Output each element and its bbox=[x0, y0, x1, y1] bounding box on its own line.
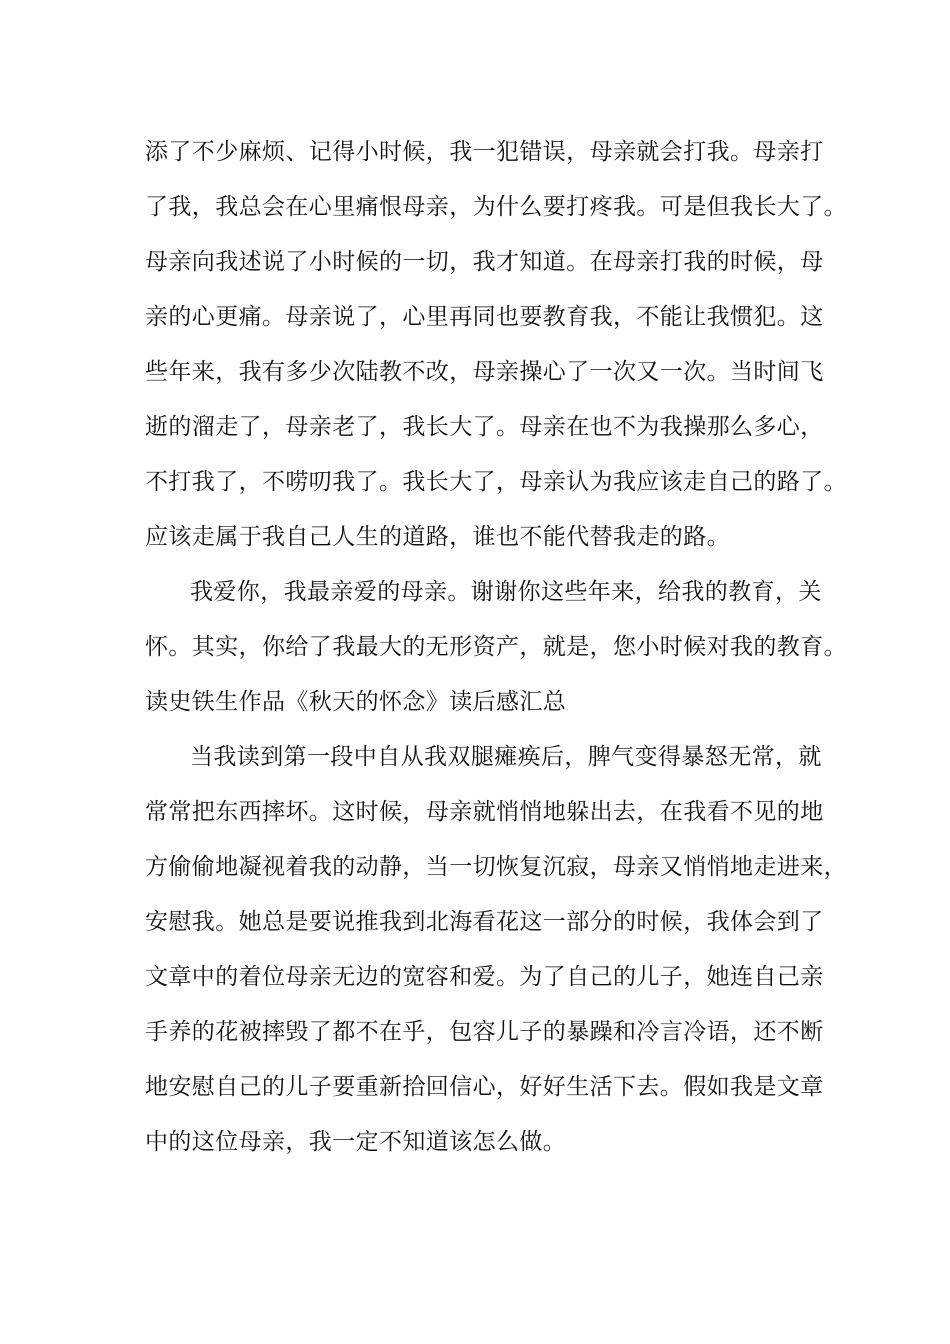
paragraph-start-line: 我爱你，我最亲爱的母亲。谢谢你这些年来，给我的教育，关 bbox=[190, 579, 822, 605]
text-line: 方偷偷地凝视着我的动静，当一切恢复沉寂，母亲又悄悄地走进来， bbox=[145, 854, 847, 880]
text-line: 安慰我。她总是要说推我到北海看花这一部分的时候，我体会到了 bbox=[145, 909, 824, 935]
text-line: 中的这位母亲，我一定不知道该怎么做。 bbox=[145, 1129, 567, 1155]
paragraph-start-line: 当我读到第一段中自从我双腿瘫痪后，脾气变得暴怒无常，就 bbox=[190, 744, 822, 770]
text-line: 逝的溜走了，母亲老了，我长大了。母亲在也不为我操那么多心， bbox=[145, 414, 824, 440]
section-title: 读史铁生作品《秋天的怀念》读后感汇总 bbox=[145, 689, 567, 715]
text-line: 添了不少麻烦、记得小时候，我一犯错误，母亲就会打我。母亲打 bbox=[145, 139, 824, 165]
text-line: 应该走属于我自己人生的道路，谁也不能代替我走的路。 bbox=[145, 524, 730, 550]
text-line: 手养的花被摔毁了都不在乎，包容儿子的暴躁和冷言冷语，还不断 bbox=[145, 1019, 824, 1045]
text-line: 不打我了，不唠叨我了。我长大了，母亲认为我应该走自己的路了。 bbox=[145, 469, 847, 495]
text-line: 母亲向我述说了小时候的一切，我才知道。在母亲打我的时候，母 bbox=[145, 249, 824, 275]
text-line: 亲的心更痛。母亲说了，心里再同也要教育我，不能让我惯犯。这 bbox=[145, 304, 824, 330]
text-line: 些年来，我有多少次陆教不改，母亲操心了一次又一次。当时间飞 bbox=[145, 359, 824, 385]
text-line: 常常把东西摔坏。这时候，母亲就悄悄地躲出去，在我看不见的地 bbox=[145, 799, 824, 825]
text-line: 怀。其实，你给了我最大的无形资产，就是，您小时候对我的教育。 bbox=[145, 634, 847, 660]
text-line: 地安慰自己的儿子要重新拾回信心，好好生活下去。假如我是文章 bbox=[145, 1074, 824, 1100]
text-line: 了我，我总会在心里痛恨母亲，为什么要打疼我。可是但我长大了。 bbox=[145, 194, 847, 220]
text-line: 文章中的着位母亲无边的宽容和爱。为了自己的儿子，她连自己亲 bbox=[145, 964, 824, 990]
